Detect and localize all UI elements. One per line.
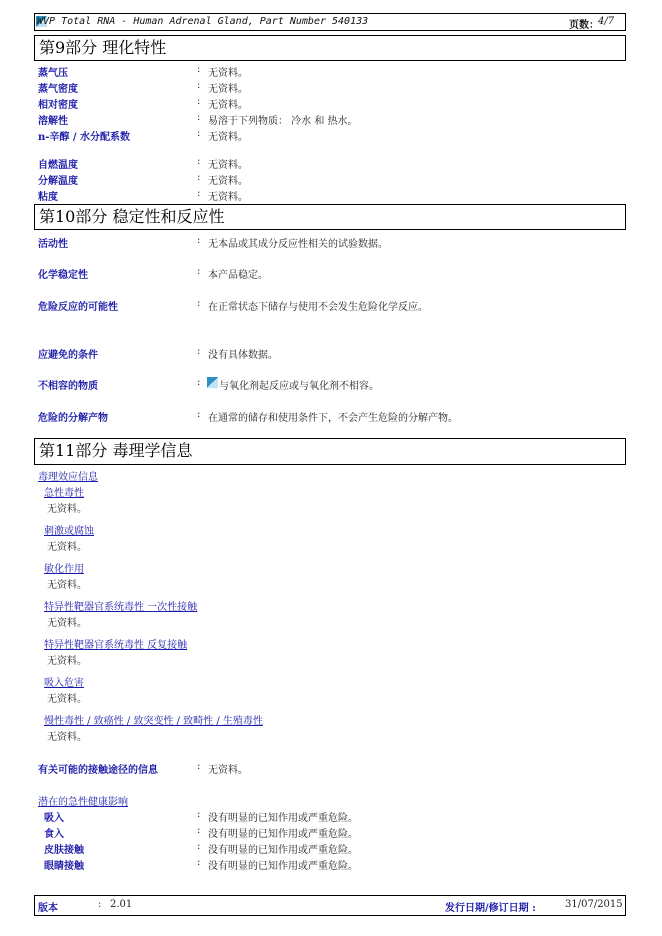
s11-sub-acute-toxicity[interactable]: 急性毒性 [44, 488, 84, 499]
s11-colon: : [197, 857, 201, 868]
highlight-marker-icon [207, 377, 218, 388]
footer-version-label: 版本 [38, 903, 58, 914]
section9-title: 第9部分 理化特性 [34, 35, 626, 61]
s9-value-viscosity: 无资料。 [208, 192, 248, 203]
header-page-value: 4/7 [598, 16, 615, 27]
s11-colon: : [197, 761, 201, 772]
s9-colon: : [197, 112, 201, 123]
s9-colon: : [197, 188, 201, 199]
s9-value-vapor-density: 无资料。 [208, 84, 248, 95]
s9-value-relative-density: 无资料。 [208, 100, 248, 111]
s11-label-ingestion: 食入 [44, 829, 64, 840]
s10-value-reactivity: 无本品或其成分反应性相关的试验数据。 [208, 239, 388, 250]
s11-colon: : [197, 809, 201, 820]
s11-label-skin: 皮肤接触 [44, 845, 84, 856]
s11-heading-toxicology[interactable]: 毒理效应信息 [38, 472, 98, 483]
s11-label-inhalation: 吸入 [44, 813, 64, 824]
section11-title: 第11部分 毒理学信息 [34, 438, 626, 465]
s11-sub-stot-repeated[interactable]: 特异性靶器官系统毒性 反复接触 [44, 640, 188, 651]
s9-label-partition-coefficient: n-辛醇 / 水分配系数 [38, 132, 131, 143]
s9-colon: : [197, 96, 201, 107]
s9-label-vapor-density: 蒸气密度 [38, 84, 78, 95]
s9-colon: : [197, 156, 201, 167]
s10-colon: : [197, 266, 201, 277]
s9-label-solubility: 溶解性 [38, 116, 68, 127]
footer-version-colon: : [98, 899, 102, 910]
s11-sub-irritation-value: 无资料。 [47, 542, 87, 553]
header-page-label: 页数： [569, 20, 599, 31]
s11-value-skin: 没有明显的已知作用或严重危险。 [208, 845, 358, 856]
s11-value-inhalation: 没有明显的已知作用或严重危险。 [208, 813, 358, 824]
s11-heading-acute-effects[interactable]: 潜在的急性健康影响 [38, 797, 128, 808]
s9-label-relative-density: 相对密度 [38, 100, 78, 111]
s9-label-autoignition: 自燃温度 [38, 160, 78, 171]
s10-label-decomposition-products: 危险的分解产物 [38, 413, 108, 424]
s9-colon: : [197, 128, 201, 139]
s11-sub-aspiration[interactable]: 吸入危害 [44, 678, 84, 689]
s10-label-chemical-stability: 化学稳定性 [38, 270, 88, 281]
s11-sub-acute-toxicity-value: 无资料。 [47, 504, 87, 515]
s11-colon: : [197, 825, 201, 836]
s11-sub-sensitization[interactable]: 敏化作用 [44, 564, 84, 575]
s9-colon: : [197, 80, 201, 91]
s10-colon: : [197, 346, 201, 357]
section10-title: 第10部分 稳定性和反应性 [34, 204, 626, 230]
s10-colon: : [197, 298, 201, 309]
s11-colon: : [197, 841, 201, 852]
s11-sub-stot-repeated-value: 无资料。 [47, 656, 87, 667]
s10-colon: : [197, 235, 201, 246]
s9-label-decomposition: 分解温度 [38, 176, 78, 187]
footer-date-value: 31/07/2015 [565, 899, 623, 910]
s9-value-solubility: 易溶于下列物质： 冷水 和 热水。 [208, 116, 358, 127]
s10-value-conditions-to-avoid: 没有具体数据。 [208, 350, 278, 361]
s11-label-routes: 有关可能的接触途径的信息 [38, 765, 158, 776]
s9-value-autoignition: 无资料。 [208, 160, 248, 171]
s10-colon: : [197, 409, 201, 420]
s9-value-decomposition: 无资料。 [208, 176, 248, 187]
s9-colon: : [197, 172, 201, 183]
s10-value-decomposition-products: 在通常的储存和使用条件下，不会产生危险的分解产物。 [208, 413, 458, 424]
s9-value-partition-coefficient: 无资料。 [208, 132, 248, 143]
s11-sub-stot-single-value: 无资料。 [47, 618, 87, 629]
footer-version-value: 2.01 [110, 899, 133, 910]
s9-label-vapor-pressure: 蒸气压 [38, 68, 68, 79]
header-product: WVP Total RNA - Human Adrenal Gland, Part Number 540133 [37, 16, 369, 27]
s11-value-routes: 无资料。 [208, 765, 248, 776]
s10-label-conditions-to-avoid: 应避免的条件 [38, 350, 98, 361]
s11-sub-irritation[interactable]: 刺激或腐蚀 [44, 526, 94, 537]
s11-value-eye: 没有明显的已知作用或严重危险。 [208, 861, 358, 872]
s10-label-reactivity: 活动性 [38, 239, 68, 250]
s11-sub-sensitization-value: 无资料。 [47, 580, 87, 591]
s11-value-ingestion: 没有明显的已知作用或严重危险。 [208, 829, 358, 840]
s10-colon: : [197, 377, 201, 388]
s11-sub-chronic-value: 无资料。 [47, 732, 87, 743]
s9-value-vapor-pressure: 无资料。 [208, 68, 248, 79]
s10-label-hazardous-reactions: 危险反应的可能性 [38, 302, 118, 313]
s10-value-hazardous-reactions: 在正常状态下储存与使用不会发生危险化学反应。 [208, 302, 428, 313]
s11-sub-aspiration-value: 无资料。 [47, 694, 87, 705]
s11-sub-stot-single[interactable]: 特异性靶器官系统毒性 一次性接触 [44, 602, 198, 613]
s11-label-eye: 眼睛接触 [44, 861, 84, 872]
s11-sub-chronic[interactable]: 慢性毒性 / 致癌性 / 致突变性 / 致畸性 / 生殖毒性 [44, 716, 263, 727]
s10-value-incompatible-materials: 与氧化剂起反应或与氧化剂不相容。 [219, 381, 379, 392]
s9-label-viscosity: 粘度 [38, 192, 58, 203]
footer-date-label: 发行日期/修订日期 : [445, 903, 536, 914]
s9-colon: : [197, 64, 201, 75]
s10-label-incompatible-materials: 不相容的物质 [38, 381, 98, 392]
s10-value-chemical-stability: 本产品稳定。 [208, 270, 268, 281]
